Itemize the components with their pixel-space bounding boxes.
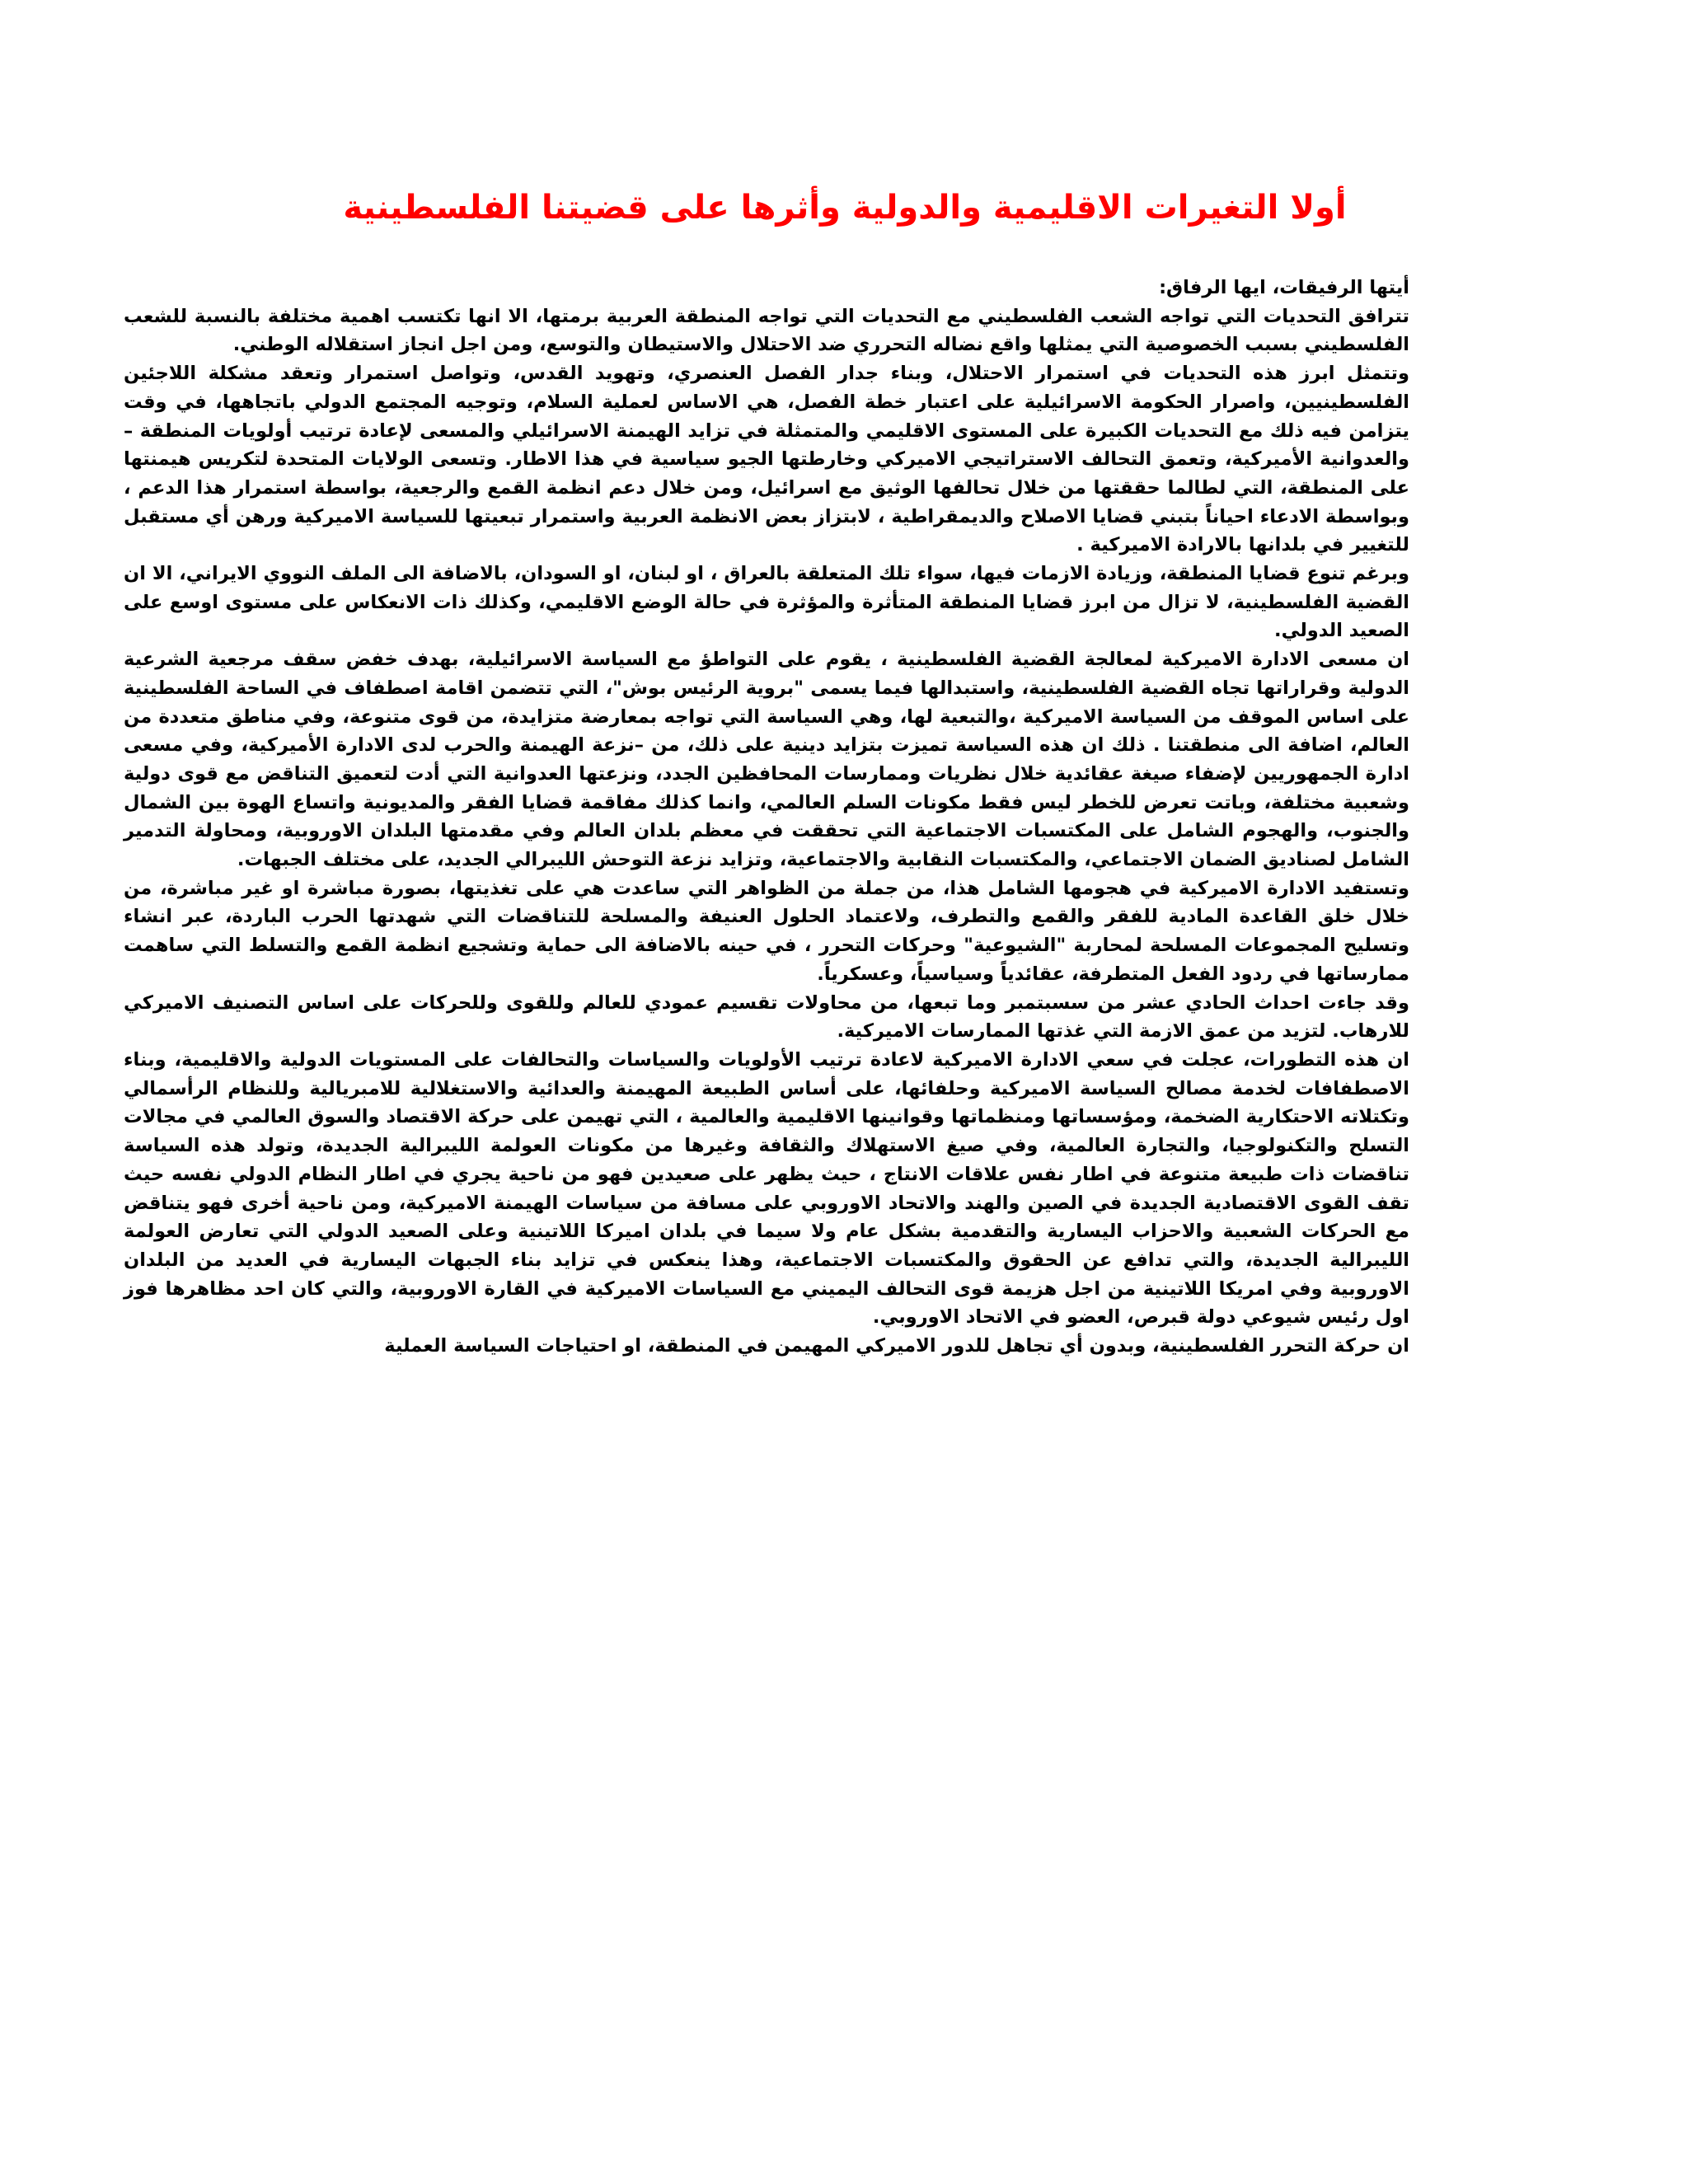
paragraph-2: وتتمثل ابرز هذه التحديات في استمرار الاحتلال، وبناء جدار الفصل العنصري، وتهويد القدس، وتواصل استمرار وتعقد مشكلة اللاجئين الفلسطينيين، واصرار الحكومة الاسرائيلية على اعتبار خطة الفصل، هي الاساس لعملية السلام، وتوجيه المجتمع الدولي باتجاهها، في وقت يتزامن فيه ذلك مع التحديات الكبيرة على المستوى الاقليمي والمتمثلة في تزايد الهيمنة الاسرائيلي والمسعى لإعادة ترتيب أولويات المنطقة – والعدوانية الأميركية، وتعمق التحالف الاستراتيجي الاميركي وخارطتها الجيو سياسية في هذا الاطار. وتسعى الولايات المتحدة لتكريس هيمنتها على المنطقة، التي لطالما حققتها من خلال تحالفها الوثيق مع اسرائيل، ومن خلال دعم انظمة القمع والرجعية، بواسطة استمرار هذا الدعم ، وبواسطة الادعاء احياناً بتبني قضايا الاصلاح والديمقراطية ، لابتزاز بعض الانظمة العربية واستمرار تبعيتها للسياسة الاميركية ورهن أي مستقبل للتغيير في بلدانها بالارادة الاميركية . bbox=[124, 363, 1409, 556]
paragraph-6: وقد جاءت احداث الحادي عشر من سسبتمبر وما تبعها، من محاولات تقسيم عمودي للعالم وللقوى وللحركات على اساس التصنيف الاميركي للارهاب. لتزيد من عمق الازمة التي غذتها الممارسات الاميركية. bbox=[124, 991, 1409, 1043]
document-body bbox=[124, 274, 1409, 1361]
paragraph-8: ان حركة التحرر الفلسطينية، وبدون أي تجاهل للدور الاميركي المهيمن في المنطقة، او احتياجات السياسة العملية bbox=[384, 1335, 1409, 1357]
document-title: أولا التغيرات الاقليمية والدولية وأثرها على قضيتنا الفلسطينية bbox=[343, 189, 1347, 227]
paragraph-5: وتستفيد الادارة الاميركية في هجومها الشامل هذا، من جملة من الظواهر التي ساعدت هي على تغذيتها، بصورة مباشرة او غير مباشرة، من خلال خلق القاعدة المادية للفقر والقمع والتطرف، ولاعتماد الحلول العنيفة والمسلحة للتناقضات التي شهدتها الحرب الباردة، عبر انشاء وتسليح المجموعات المسلحة لمحاربة "الشيوعية" وحركات التحرر ، في حينه بالاضافة الى حماية وتشجيع انظمة القمع والتسلط التي ساهمت ممارساتها في ردود الفعل المتطرفة، عقائدياً وسياسياً، وعسكرياً. bbox=[124, 877, 1409, 985]
paragraph-7: ان هذه التطورات، عجلت في سعي الادارة الاميركية لاعادة ترتيب الأولويات والسياسات والتحالفات على المستويات الدولية والاقليمية، وبناء الاصطفافات لخدمة مصالح السياسة الاميركية وحلفائها، على أساس الطبيعة المهيمنة والعدائية والاستغلالية للامبريالية وللنظام الرأسمالي وتكتلاته الاحتكارية الضخمة، ومؤسساتها ومنظماتها وقوانينها الاقليمية والعالمية ، التي تهيمن على حركة الاقتصاد والسوق العالمي في مجالات التسلح والتكنولوجيا، والتجارة العالمية، وفي صيغ الاستهلاك والثقافة وغيرها من مكونات العولمة الليبرالية الجديدة، وتولد هذه السياسة تناقضات ذات طبيعة متنوعة في اطار نفس علاقات الانتاج ، حيث يظهر على صعيدين فهو من ناحية يجري في اطار النظام الدولي نفسه حيث تقف القوى الاقتصادية الجديدة في الصين والهند والاتحاد الاوروبي على مسافة من سياسات الهيمنة الاميركية، ومن ناحية أخرى فهو يتناقض مع الحركات الشعبية والاحزاب اليسارية والتقدمية بشكل عام ولا سيما في بلدان اميركا اللاتينية وعلى الصعيد الدولي التي تعارض العولمة الليبرالية الجديدة، والتي تدافع عن الحقوق والمكتسبات الاجتماعية، وهذا ينعكس في تزايد بناء الجبهات اليسارية في العديد من البلدان الاوروبية وفي امريكا اللاتينية من اجل هزيمة قوى التحالف اليميني مع السياسات الاميركية في القارة الاوروبية، والتي كان احد مظاهرها فوز اول رئيس شيوعي دولة قبرص، العضو في الاتحاد الاوروبي. bbox=[124, 1048, 1409, 1329]
paragraph-1: تترافق التحديات التي تواجه الشعب الفلسطيني مع التحديات التي تواجه المنطقة العربية برمتها، الا انها تكتسب اهمية مختلفة بالنسبة للشعب الفلسطيني بسبب الخصوصية التي يمثلها واقع نضاله التحرري ضد الاحتلال والاستيطان والتوسع، ومن اجل انجاز استقلاله الوطني. bbox=[124, 305, 1409, 356]
paragraph-4: ان مسعى الادارة الاميركية لمعالجة القضية الفلسطينية ، يقوم على التواطؤ مع السياسة الاسرائيلية، بهدف خفض سقف مرجعية الشرعية الدولية وقراراتها تجاه القضية الفلسطينية، واستبدالها فيما يسمى "بروية الرئيس بوش"، التي تتضمن اقامة اصطفاف في الساحة الفلسطينية على اساس الموقف من السياسة الاميركية ،والتبعية لها، وهي السياسة التي تواجه بمعارضة متزايدة، من قوى متنوعة، وفي مناطق متعددة من العالم، اضافة الى منطقتنا . ذلك ان هذه السياسة تميزت بتزايد دينية على ذلك، من –نزعة الهيمنة والحرب لدى الادارة الأميركية، وفي مسعى ادارة الجمهوريين لإضفاء صيغة عقائدية خلال نظريات وممارسات المحافظين الجدد، ونزعتها العدوانية التي أدت لتعميق التناقض مع قوى دولية وشعبية مختلفة، وباتت تعرض للخطر ليس فقط مكونات السلم العالمي، وانما كذلك مفاقمة قضايا الفقر والمديونية واتساع الهوة بين الشمال والجنوب، والهجوم الشامل على المكتسبات الاجتماعية التي تحققت في معظم بلدان العالم وفي مقدمتها البلدان الاوروبية، ومحاولة التدمير الشامل لصناديق الضمان الاجتماعي، والمكتسبات النقابية والاجتماعية، وتزايد نزعة التوحش الليبرالي الجديد، على مختلف الجبهات. bbox=[124, 649, 1409, 871]
salutation: أيتها الرفيقات، ايها الرفاق: bbox=[1159, 277, 1409, 298]
paragraph-3: وبرغم تنوع قضايا المنطقة، وزيادة الازمات فيها، سواء تلك المتعلقة بالعراق ، او لبنان، او السودان، بالاضافة الى الملف النووي الايراني، الا ان القضية الفلسطينية، لا تزال من ابرز قضايا المنطقة المتأثرة والمؤثرة في حالة الوضع الاقليمي، وكذلك ذات الانعكاس على مستوى اوسع على الصعيد الدولي. bbox=[124, 563, 1409, 642]
